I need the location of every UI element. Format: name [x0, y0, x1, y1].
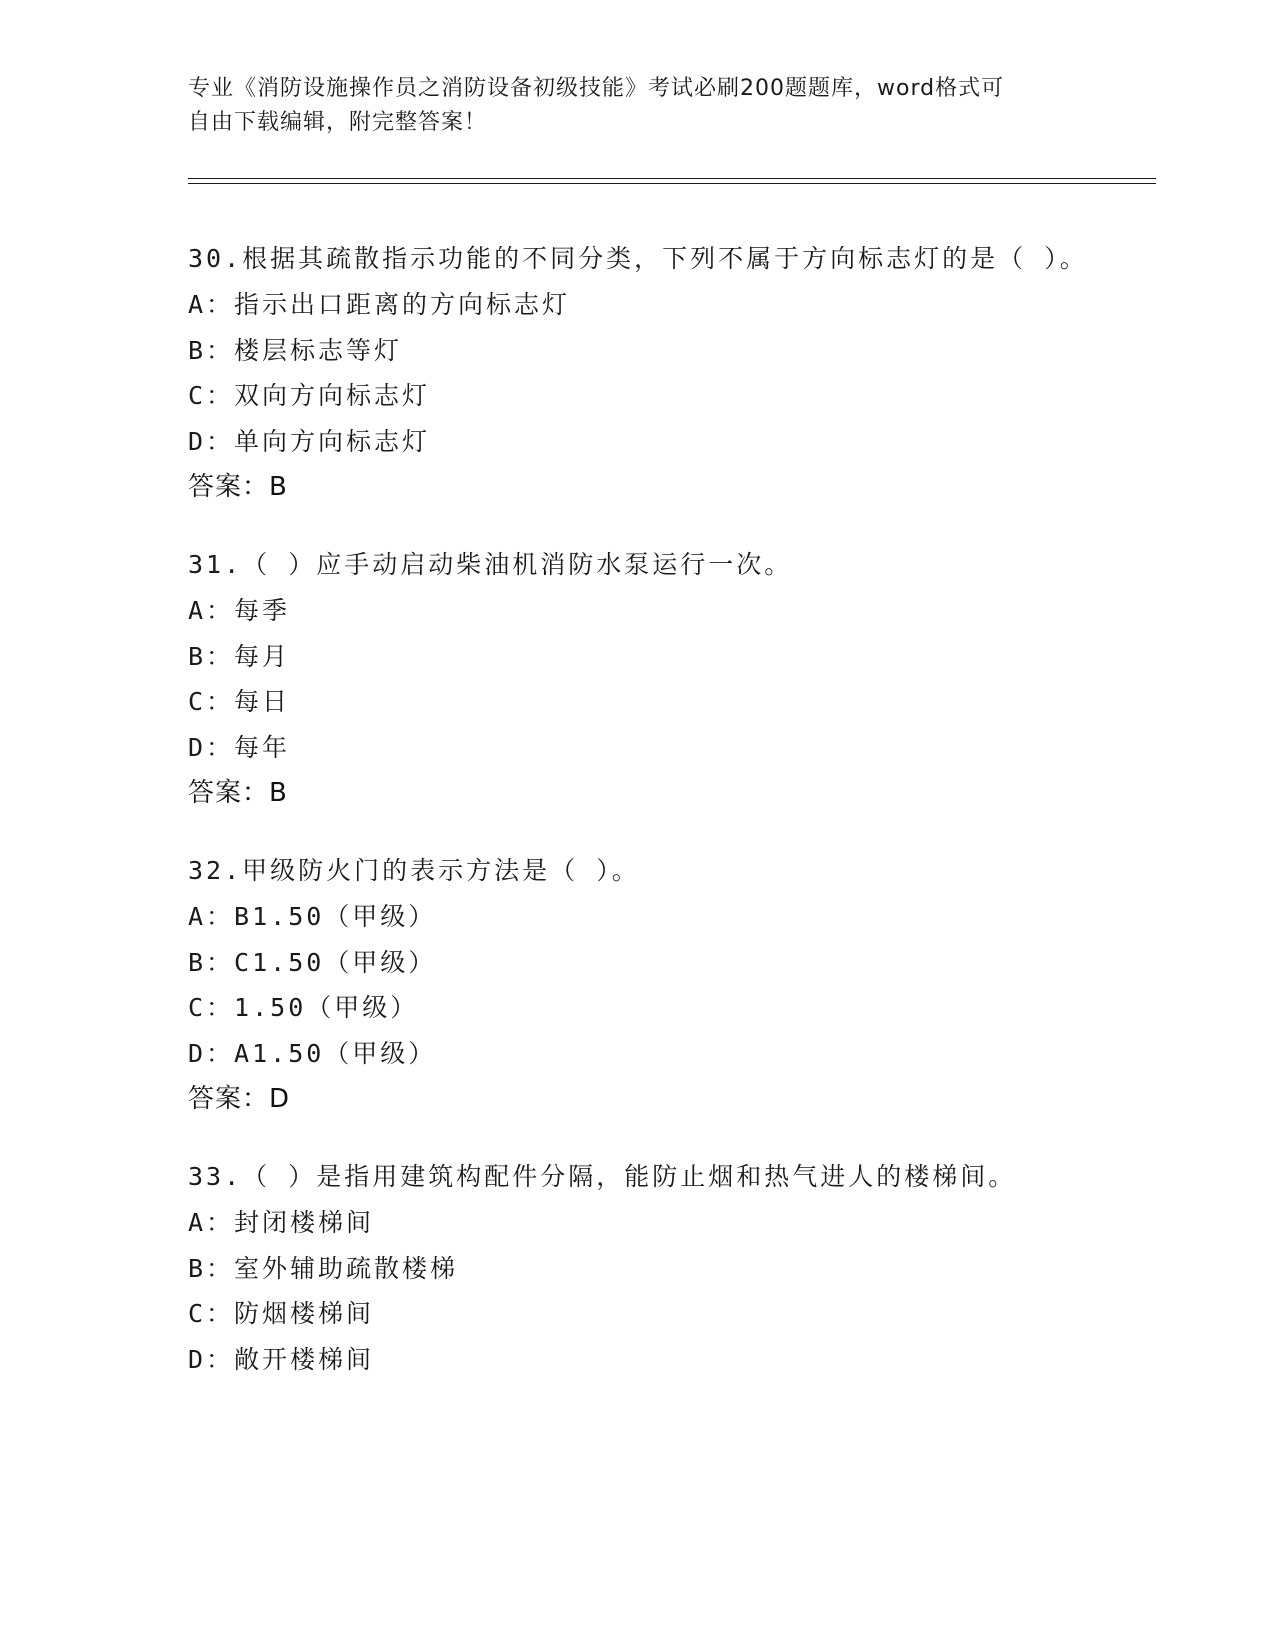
option-c: C：1.50（甲级） — [188, 993, 419, 1022]
option-d: D：A1.50（甲级） — [188, 1038, 437, 1068]
option-b: B：楼层标志等灯 — [188, 335, 403, 365]
option-b: B：室外辅助疏散楼梯 — [188, 1253, 459, 1283]
option-c: C：每日 — [188, 687, 291, 716]
option-b: B：C1.50（甲级） — [188, 947, 437, 977]
question-stem: 30.根据其疏散指示功能的不同分类，下列不属于方向标志灯的是（ ）。 — [188, 244, 1088, 273]
option-c: C：防烟楼梯间 — [188, 1299, 375, 1328]
question-30 — [188, 236, 1088, 510]
answer-line: 答案：D — [188, 1084, 291, 1114]
header-divider-top — [188, 178, 1156, 179]
document-header — [188, 72, 1088, 140]
option-a: A：每季 — [188, 596, 291, 625]
question-list — [188, 236, 1088, 1414]
option-a: A：封闭楼梯间 — [188, 1208, 375, 1237]
option-d: D：每年 — [188, 732, 291, 762]
option-d: D：单向方向标志灯 — [188, 426, 431, 456]
option-b: B：每月 — [188, 641, 291, 671]
question-32 — [188, 848, 1088, 1122]
question-33 — [188, 1154, 1088, 1382]
question-stem: 31.（ ）应手动启动柴油机消防水泵运行一次。 — [188, 550, 793, 579]
answer-line: 答案：B — [188, 778, 288, 808]
option-a: A：B1.50（甲级） — [188, 902, 437, 931]
option-c: C：双向方向标志灯 — [188, 381, 431, 410]
question-stem: 33.（ ）是指用建筑构配件分隔，能防止烟和热气进人的楼梯间。 — [188, 1162, 1017, 1191]
option-a: A：指示出口距离的方向标志灯 — [188, 290, 571, 319]
question-stem: 32.甲级防火门的表示方法是（ ）。 — [188, 856, 640, 885]
answer-line: 答案：B — [188, 472, 288, 502]
header-divider-bottom — [188, 183, 1156, 184]
option-d: D：敞开楼梯间 — [188, 1344, 375, 1374]
header-line-2: 自由下载编辑，附完整答案！ — [188, 110, 488, 135]
header-line-1: 专业《消防设施操作员之消防设备初级技能》考试必刷200题题库，word格式可 — [188, 76, 1005, 101]
question-31 — [188, 542, 1088, 816]
